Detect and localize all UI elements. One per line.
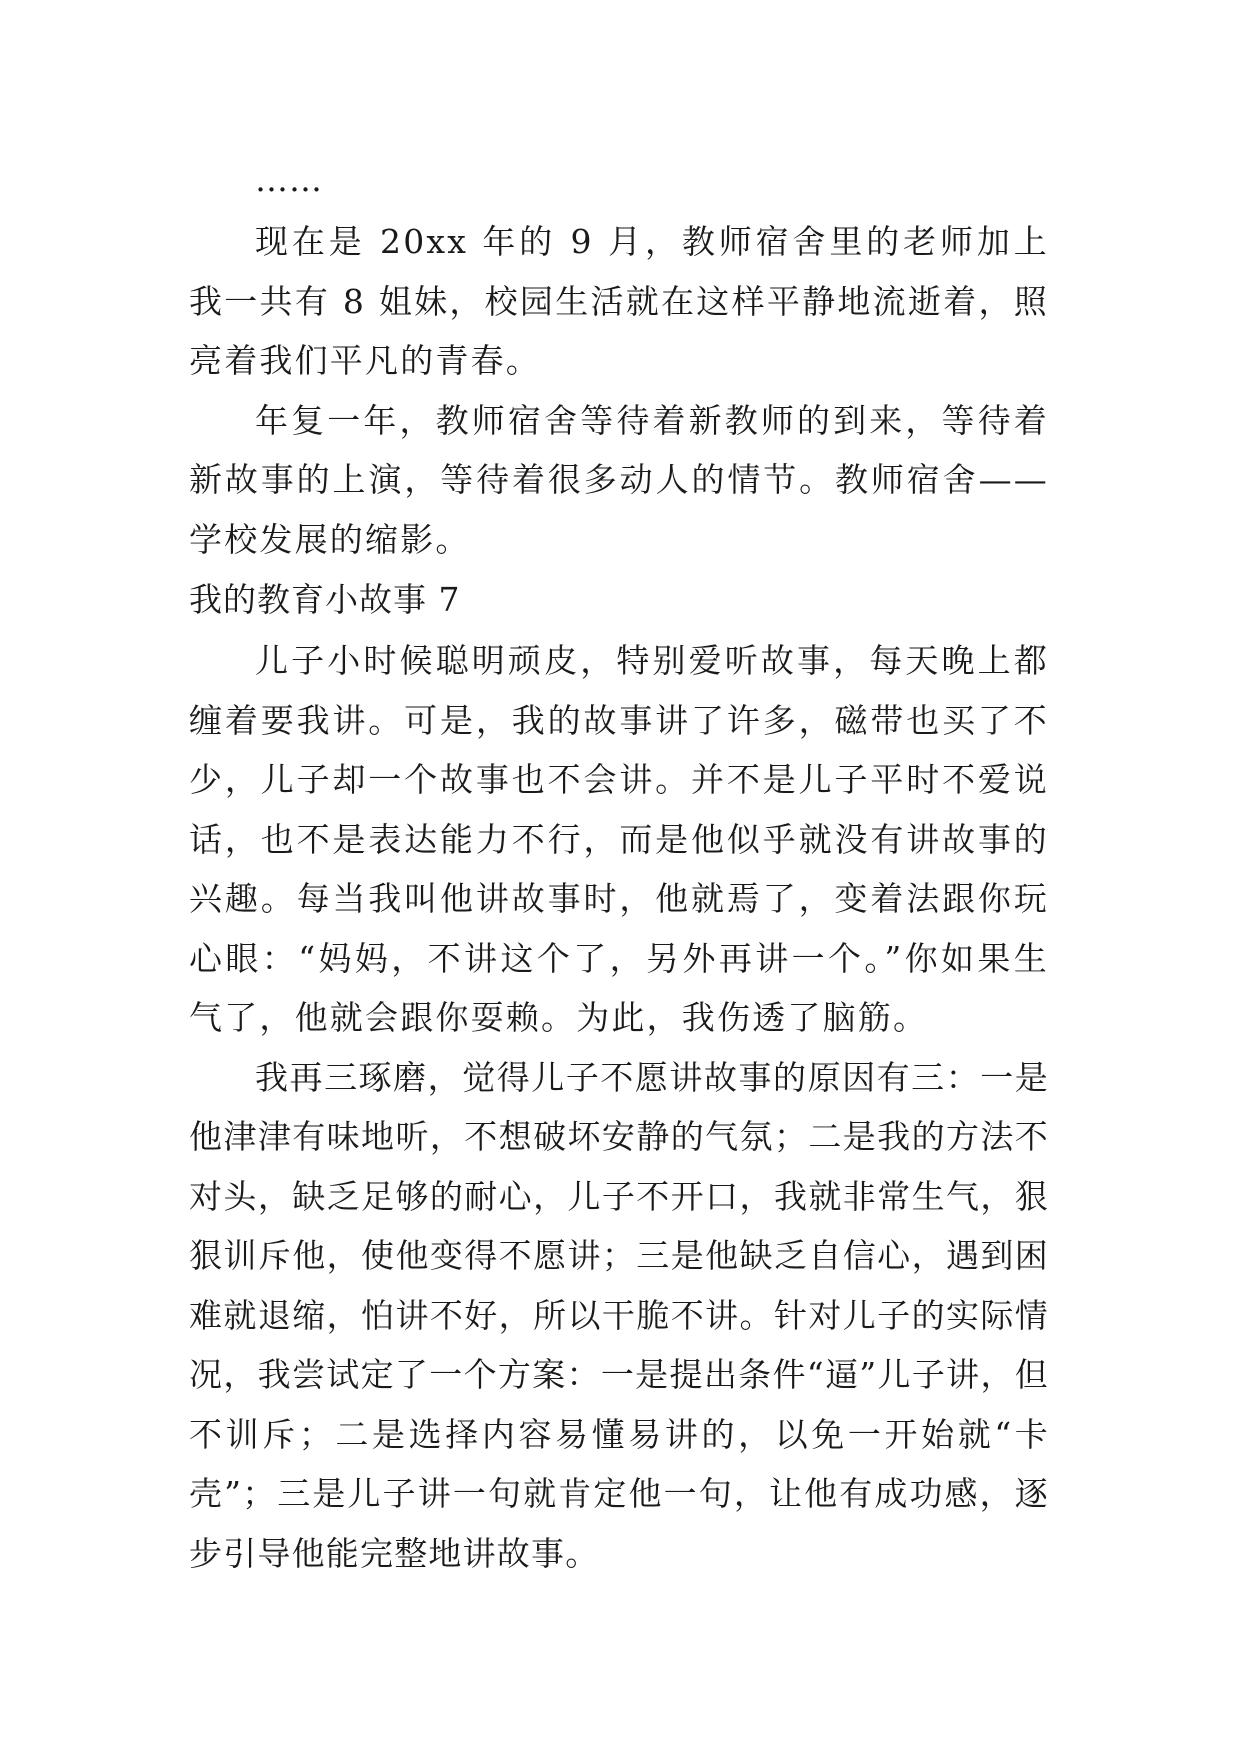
paragraph-three-reasons: 我再三琢磨，觉得儿子不愿讲故事的原因有三：一是他津津有味地听，不想破坏安静的气氛；二是我的方法不对头，缺乏足够的耐心，儿子不开口，我就非常生气，狠狠训斥他，使他变得不愿讲；三是他缺乏自信心，遇到困难就退缩，怕讲不好，所以干脆不讲。针对儿子的实际情况，我尝试定了一个方案：一是提出条件“逼”儿子讲，但不训斥；二是选择内容易懂易讲的，以免一开始就“卡壳”；三是儿子讲一句就肯定他一句，让他有成功感，逐步引导他能完整地讲故事。	[189, 1057, 1049, 1573]
paragraph-son-stories: 儿子小时候聪明顽皮，特别爱听故事，每天晚上都缠着要我讲。可是，我的故事讲了许多，磁带也买了不少，儿子却一个故事也不会讲。并不是儿子平时不爱说话，也不是表达能力不行，而是他似乎就没有讲故事的兴趣。每当我叫他讲故事时，他就焉了，变着法跟你玩心眼：“妈妈，不讲这个了，另外再讲一个。”你如果生气了，他就会跟你耍赖。为此，我伤透了脑筋。	[189, 641, 1049, 1037]
paragraph-year-after-year: 年复一年，教师宿舍等待着新教师的到来，等待着新故事的上演，等待着很多动人的情节。教师宿舍——学校发展的缩影。	[189, 400, 1049, 559]
ellipsis-line: ……	[255, 160, 323, 199]
section-heading: 我的教育小故事 7	[189, 580, 461, 619]
paragraph-teacher-dorm-now: 现在是 20xx 年的 9 月，教师宿舍里的老师加上我一共有 8 姐妹，校园生活就在这样平静地流逝着，照亮着我们平凡的青春。	[189, 222, 1049, 380]
document-body	[189, 148, 1049, 1583]
